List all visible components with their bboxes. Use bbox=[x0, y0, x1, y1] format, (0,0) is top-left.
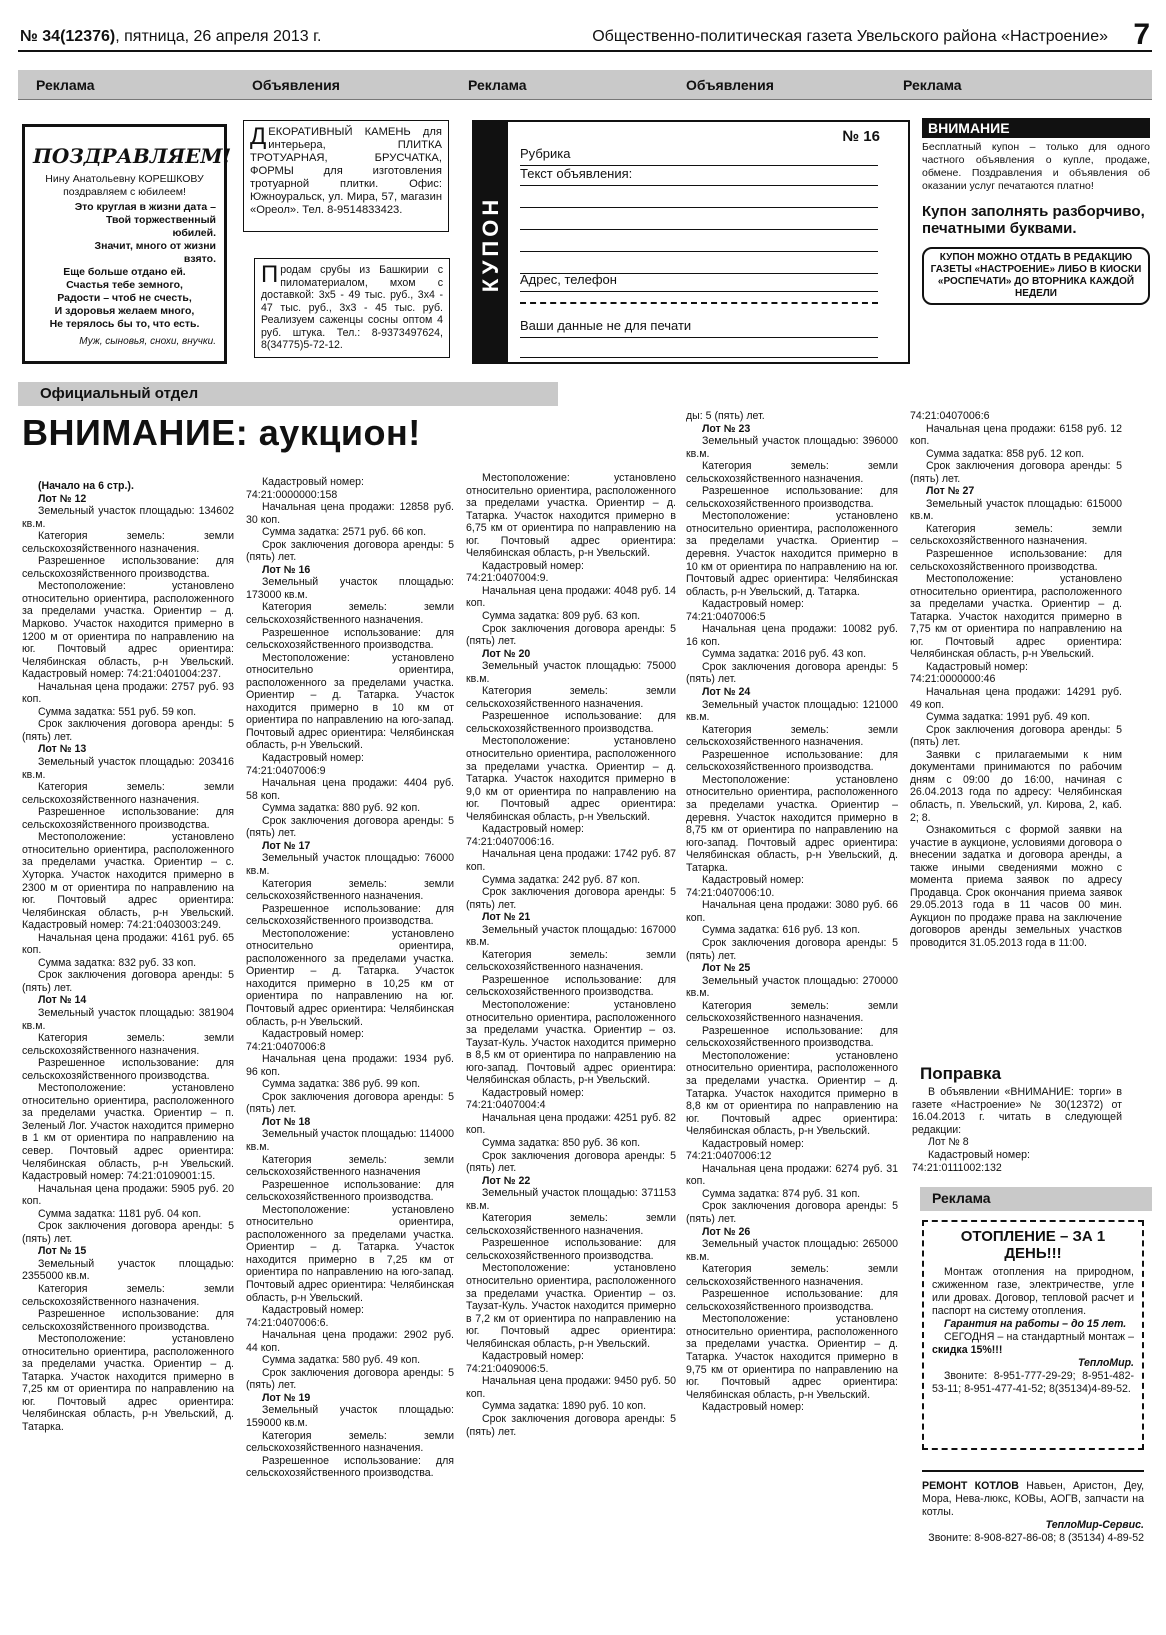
paragraph: Срок заключения договора аренды: 5 (пять) лет. bbox=[686, 936, 898, 962]
paragraph: Категория земель: земли сельскохозяйственного назначения. bbox=[686, 1263, 898, 1288]
paragraph: Кадастровый номер: bbox=[482, 1086, 584, 1099]
rubric-label: Объявления bbox=[252, 77, 340, 93]
paragraph: Начальная цена продажи: 14291 руб. 49 коп. bbox=[910, 686, 1122, 711]
heating-text: Монтаж отопления на природном, сжиженном газе, электричестве, угле или дровах. Договор, тепловой расчет и паспорт на систему отопления. bbox=[932, 1266, 1134, 1317]
paragraph: Категория земель: земли сельскохозяйственного назначения. bbox=[466, 948, 676, 974]
lot-heading: Лот № 27 bbox=[926, 485, 975, 498]
heating-guarantee: Гарантия на работы – до 15 лет. bbox=[944, 1318, 1127, 1330]
paragraph: Сумма задатка: 832 руб. 33 коп. bbox=[38, 956, 197, 969]
heating-discount: скидка 15%!!! bbox=[932, 1344, 1003, 1356]
cadastral-number: 74:21:0407004:4 bbox=[466, 1099, 546, 1112]
paragraph: Разрешенное использование: для сельскохозяйственного производства. bbox=[22, 1057, 234, 1082]
cadastral-number: 74:21:0407006:6 bbox=[910, 410, 990, 422]
cadastral-number: 74:21:0407006:8 bbox=[246, 1040, 326, 1053]
paragraph: Срок заключения договора аренды: 5 (пять) лет. bbox=[466, 622, 676, 648]
paragraph: Сумма задатка: 880 руб. 92 коп. bbox=[262, 802, 421, 815]
paragraph: Срок заключения договора аренды: 5 (пять) лет. bbox=[466, 886, 676, 911]
congrats-heading: ПОЗДРАВЛЯЕМ! bbox=[33, 144, 232, 168]
paragraph: Сумма задатка: 2016 руб. 43 коп. bbox=[702, 648, 867, 661]
poem-line: Не терялось бы то, что есть. bbox=[49, 318, 200, 330]
rubric-label: Реклама bbox=[903, 77, 962, 93]
cadastral-number: 74:21:0407006:5 bbox=[686, 610, 766, 623]
paragraph: Разрешенное использование: для сельскохозяйственного производства. bbox=[246, 1454, 454, 1480]
paragraph: Категория земель: земли сельскохозяйственного назначения. bbox=[466, 685, 676, 710]
paragraph: Местоположение: установлено относительно ориентира, расположенного за пределами участка. Ориентир – д. Татарка. Участок находится примерно в 9,75 км от ориентира по направлению на юг. Почтовый адрес ориентира: Челябинская область, р-н Увельский. bbox=[686, 1313, 898, 1401]
paragraph: Местоположение: установлено относительно ориентира, расположенного за пределами участка. Ориентир – д. Татарка. Участок находится примерно в 10,25 км от ориентира по направлению на юг. Почтовый адрес ориентира: Челябинская область, р-н Увельский. bbox=[246, 927, 454, 1028]
poem-line: Радости – чтоб не счесть, bbox=[57, 292, 192, 304]
congratulation-ad bbox=[22, 124, 232, 364]
paragraph: Земельный участок площадью: 76000 кв.м. bbox=[246, 852, 454, 877]
ad-text-line[interactable] bbox=[520, 254, 878, 274]
paragraph: Местоположение: установлено относительно ориентира, расположенного за пределами участка. Ориентир – д. Татарка. Участок находится примерно в 7,25 км от ориентира по направлению на юг. Почтовый адрес ориентира: Челябинская область, р-н Увельский, д. Татарка. bbox=[22, 1333, 234, 1434]
rubric-label: Реклама bbox=[36, 77, 95, 93]
paragraph: Кадастровый номер: bbox=[702, 1137, 804, 1150]
paper-title: Общественно-политическая газета Увельского района «Настроение» bbox=[592, 28, 1108, 45]
paragraph: Разрешенное использование: для сельскохозяйственного производства. bbox=[686, 1024, 898, 1050]
paragraph: Местоположение: установлено относительно ориентира, расположенного за пределами участка. Ориентир – д. Марково. Участок находится примерно в 1200 м от ориентира по направлению на юг. Почтовый адрес ориентира: Челябинская область, р-н Увельский. Кадастровый номер: 74:21:0401004:237. bbox=[22, 580, 234, 681]
paragraph: Разрешенное использование: для сельскохозяйственного производства. bbox=[246, 626, 454, 652]
boiler-details: Навьен, Аристон, Деу, Мора, Нева-люкс, КОВы, АОГВ, запчасти на котлы. bbox=[922, 1480, 1145, 1518]
paragraph: Земельный участок площадью: 134602 кв.м. bbox=[22, 505, 234, 530]
rubric-field[interactable] bbox=[520, 146, 878, 166]
coupon-side-label bbox=[474, 122, 508, 362]
paragraph: Начальная цена продажи: 4161 руб. 65 коп. bbox=[22, 931, 234, 957]
paragraph: Сумма задатка: 580 руб. 49 коп. bbox=[262, 1354, 421, 1367]
paragraph: Разрешенное использование: для сельскохозяйственного производства. bbox=[686, 485, 898, 510]
paragraph: Разрешенное использование: для сельскохозяйственного производства. bbox=[22, 555, 234, 580]
poem-line: взято. bbox=[183, 253, 216, 265]
section-title: Официальный отдел bbox=[40, 385, 199, 402]
paragraph: Земельный участок площадью: 396000 кв.м. bbox=[686, 435, 898, 460]
congrats-poem bbox=[33, 201, 216, 266]
lot-heading: Лот № 14 bbox=[38, 994, 87, 1007]
cadastral-number: 74:21:0407006:16. bbox=[466, 835, 555, 848]
cut-line bbox=[520, 302, 878, 304]
paragraph: Начальная цена продажи: 10082 руб. 16 коп. bbox=[686, 623, 898, 648]
lot-heading: Лот № 13 bbox=[38, 743, 87, 756]
paragraph: Местоположение: установлено относительно ориентира, расположенного за пределами участка. Ориентир – оз. Таузат-Куль. Участок находится примерно в 7,2 км от ориентира по направлению на юг. Почтовый адрес ориентира: Челябинская область, р-н Увельский. bbox=[466, 1262, 676, 1350]
paragraph: Разрешенное использование: для сельскохозяйственного производства. bbox=[22, 806, 234, 831]
poem-line: И здоровья желаем много, bbox=[54, 305, 195, 317]
paragraph: Начальная цена продажи: 4251 руб. 82 коп. bbox=[466, 1111, 676, 1137]
paragraph: Категория земель: земли сельскохозяйственного назначения. bbox=[22, 530, 234, 555]
paragraph: Местоположение: установлено относительно ориентира, расположенного за пределами участка. Ориентир – д. Татарка. Участок находится примерно в 10 км от ориентира по направлению на юго-запад. Почтовый адрес ориентира: Челябинская область, р-н Увельский. bbox=[246, 651, 454, 752]
correction-block bbox=[912, 1086, 1122, 1174]
lot-heading: Лот № 22 bbox=[482, 1174, 531, 1187]
paragraph: Срок заключения договора аренды: 5 (пять) лет. bbox=[466, 1149, 676, 1175]
paragraph: Категория земель: земли сельскохозяйственного назначения. bbox=[686, 723, 898, 749]
lot-heading: Лот № 19 bbox=[262, 1391, 311, 1404]
paragraph: Земельный участок площадью: 173000 кв.м. bbox=[246, 576, 454, 601]
page-number: 7 bbox=[1133, 18, 1150, 51]
paragraph: Кадастровый номер: bbox=[702, 874, 804, 887]
poem-line: юбилей. bbox=[172, 227, 216, 239]
paragraph: Местоположение: установлено относительно ориентира, расположенного за пределами участка. Ориентир – д. Татарка. Участок находится примерно в 7,75 км от ориентира по направлению на юг. Почтовый адрес ориентира: Челябинская область, р-н Увельский. bbox=[910, 573, 1122, 661]
paragraph: Разрешенное использование: для сельскохозяйственного производства. bbox=[246, 902, 454, 928]
boiler-lead: РЕМОНТ КОТЛОВ bbox=[922, 1480, 1019, 1492]
text-column bbox=[910, 410, 1122, 1160]
correction-lot: Лот № 8 bbox=[928, 1136, 969, 1149]
rubric-label: Реклама bbox=[468, 77, 527, 93]
lot-heading: Лот № 24 bbox=[702, 686, 751, 699]
paragraph: Земельный участок площадью: 381904 кв.м. bbox=[22, 1006, 234, 1032]
stone-ad-text: ЕКОРАТИВНЫЙ КАМЕНЬ для интерьера, ПЛИТКА ТРОТУАРНАЯ, БРУСЧАТКА, ФОРМЫ для изготовления тротуарной плитки. Офис: Южноуральск, ул. Мира, 57, магазин «Ореол». Тел. 8-9514833423. bbox=[250, 126, 442, 216]
paragraph: Категория земель: земли сельскохозяйственного назначения. bbox=[246, 1429, 454, 1455]
ad-text-field-label: Текст объявления: bbox=[520, 166, 633, 181]
cadastral-number: ды: 5 (пять) лет. bbox=[686, 410, 765, 422]
paragraph: Земельный участок площадью: 114000 кв.м. bbox=[246, 1128, 454, 1153]
lot-heading: Лот № 17 bbox=[262, 839, 311, 852]
paragraph: Начальная цена продажи: 5905 руб. 20 коп. bbox=[22, 1182, 234, 1208]
paragraph: Сумма задатка: 1991 руб. 49 коп. bbox=[926, 711, 1091, 724]
drop-cap: Д bbox=[250, 123, 267, 150]
paragraph: Ознакомиться с формой заявки на участие в аукционе, условиями договора о внесении задатка и договора аренды, а также иными сведениями можно с момента приема заявок по адресу Продавца. Срок окончания приема заявок 29.05.2013 года в 11 часов 00 мин. Аукцион по продаже права на заключение договоров аренды земельных участков проводится 31.05.2013 года в 11:00. bbox=[910, 824, 1122, 949]
paragraph: Сумма задатка: 551 руб. 59 коп. bbox=[38, 705, 197, 718]
paragraph: Заявки с прилагаемыми к ним документами принимаются по рабочим дням с 09:00 до 16:00, начиная с 26.04.2013 года по адресу: Челябинская область, п. Увельский, ул. Кирова, 2, каб. 2; 8. bbox=[910, 748, 1122, 824]
lot-heading: (Начало на 6 стр.). bbox=[38, 480, 134, 492]
private-data-label: Ваши данные не для печати bbox=[520, 318, 692, 333]
ad-section-bar bbox=[920, 1187, 1152, 1211]
ad-section-title: Реклама bbox=[932, 1190, 991, 1206]
cadastral-number: 74:21:0407004:9. bbox=[466, 572, 549, 585]
congrats-poem-2 bbox=[33, 266, 216, 331]
paragraph: Срок заключения договора аренды: 5 (пять) лет. bbox=[246, 538, 454, 564]
issue-date: , пятница, 26 апреля 2013 г. bbox=[115, 28, 322, 45]
paragraph: Срок заключения договора аренды: 5 (пять) лет. bbox=[910, 460, 1122, 485]
paragraph: Срок заключения договора аренды: 5 (пять) лет. bbox=[22, 969, 234, 994]
paragraph: Разрешенное использование: для сельскохозяйственного производства. bbox=[686, 1288, 898, 1313]
private-data-field[interactable] bbox=[520, 318, 878, 338]
cadastral-number: 74:21:0000000:46 bbox=[910, 673, 996, 686]
coupon-notice bbox=[922, 118, 1150, 364]
cadastral-number: 74:21:0407006:9 bbox=[246, 764, 326, 777]
poem-line: Счастья тебе земного, bbox=[66, 279, 183, 291]
boiler-text bbox=[922, 1480, 1144, 1519]
paragraph: Земельный участок площадью: 615000 кв.м. bbox=[910, 497, 1122, 523]
paragraph: Земельный участок площадью: 121000 кв.м. bbox=[686, 698, 898, 724]
issue-info bbox=[20, 28, 321, 46]
lot-heading: Лот № 15 bbox=[38, 1245, 87, 1258]
paragraph: Категория земель: земли сельскохозяйственного назначения. bbox=[246, 601, 454, 627]
paragraph: Сумма задатка: 874 руб. 31 коп. bbox=[702, 1187, 861, 1200]
paragraph: Начальная цена продажи: 6158 руб. 12 коп. bbox=[910, 422, 1122, 448]
address-field[interactable] bbox=[520, 272, 878, 292]
paragraph: Кадастровый номер: bbox=[262, 1028, 364, 1041]
rubric-field-label: Рубрика bbox=[520, 146, 571, 161]
paragraph: Сумма задатка: 858 руб. 12 коп. bbox=[926, 447, 1085, 460]
paragraph: Категория земель: земли сельскохозяйственного назначения. bbox=[22, 1283, 234, 1308]
paragraph: Сумма задатка: 850 руб. 36 коп. bbox=[482, 1136, 641, 1149]
log-cabins-ad-text: родам срубы из Башкирии с пиломатериалом, мхом с доставкой: 3х5 - 49 тыс. руб., 3х4 - 47 тыс. руб., 3х3 - 45 тыс. руб. Реализуем саженцы сосны оптом 4 руб. штука. Тел.: 8-9373497624, 8(34775)5-72-12. bbox=[261, 264, 443, 351]
paragraph: Категория земель: земли сельскохозяйственного назначения. bbox=[686, 460, 898, 485]
paragraph: Разрешенное использование: для сельскохозяйственного производства. bbox=[466, 710, 676, 735]
paragraph: Сумма задатка: 1890 руб. 10 коп. bbox=[482, 1400, 647, 1413]
lot-heading: Лот № 25 bbox=[702, 962, 751, 975]
paragraph: Кадастровый номер: bbox=[262, 752, 364, 765]
lot-heading: Лот № 26 bbox=[702, 1225, 751, 1238]
congrats-intro: Нину Анатольевну КОРЕШКОВУ поздравляем с юбилеем! bbox=[45, 173, 204, 198]
paragraph: Срок заключения договора аренды: 5 (пять) лет. bbox=[466, 1413, 676, 1438]
paragraph: Разрешенное использование: для сельскохозяйственного производства. bbox=[466, 1237, 676, 1262]
paragraph: Начальная цена продажи: 1934 руб. 96 коп. bbox=[246, 1053, 454, 1078]
paragraph: Начальная цена продажи: 12858 руб. 30 коп. bbox=[246, 501, 454, 526]
correction-text: В объявлении «ВНИМАНИЕ: торги» в газете «Настроение» № 30(12372) от 16.04.2013 г. читать в следующей редакции: bbox=[912, 1086, 1122, 1136]
boiler-brand: ТеплоМир-Сервис. bbox=[1045, 1519, 1144, 1531]
heating-phones: Звоните: 8-951-777-29-29; 8-951-482-53-11; 8-951-477-41-52; 8(35134)4-89-52. bbox=[932, 1370, 1134, 1395]
paragraph: Начальная цена продажи: 2902 руб. 44 коп. bbox=[246, 1329, 454, 1354]
paragraph: Кадастровый номер: bbox=[702, 1401, 804, 1414]
text-column bbox=[686, 410, 898, 1610]
cadastral-number: 74:21:0407006:12 bbox=[686, 1150, 772, 1163]
coupon-form bbox=[472, 120, 910, 364]
paragraph: Местоположение: установлено относительно ориентира, расположенного за пределами участка. Ориентир – п. Зеленый Лог. Участок находится примерно в 1 км от ориентира по направлению на север. Почтовый адрес ориентира: Челябинская область, р-н Увельский. Кадастровый номер: 74:21:0109001:15. bbox=[22, 1082, 234, 1183]
paragraph: Разрешенное использование: для сельскохозяйственного производства. bbox=[910, 548, 1122, 573]
congrats-signature: Муж, сыновья, снохи, внучки. bbox=[79, 336, 216, 347]
poem-line: Значит, много от жизни bbox=[94, 240, 216, 252]
headline: ВНИМАНИЕ: аукцион! bbox=[22, 412, 421, 453]
ad-text-field[interactable] bbox=[520, 166, 878, 186]
lot-heading: Лот № 21 bbox=[482, 911, 531, 924]
cadastral-number: 74:21:0407006:6. bbox=[246, 1316, 329, 1329]
lot-heading: Лот № 18 bbox=[262, 1115, 311, 1128]
paragraph: Земельный участок площадью: 75000 кв.м. bbox=[466, 660, 676, 685]
paragraph: Кадастровый номер: bbox=[482, 559, 584, 572]
paragraph: Срок заключения договора аренды: 5 (пять) лет. bbox=[246, 1366, 454, 1392]
paragraph: Местоположение: установлено относительно ориентира, расположенного за пределами участка. Ориентир – д. Татарка. Участок находится примерно в 8,8 км от ориентира по направлению на юг. Почтовый адрес ориентира: Челябинская область, р-н Увельский. bbox=[686, 1049, 898, 1138]
log-cabins-ad bbox=[254, 258, 450, 358]
paragraph: Кадастровый номер: bbox=[482, 1350, 584, 1363]
paragraph: Сумма задатка: 616 руб. 13 коп. bbox=[702, 924, 861, 937]
correction-cad-value: 74:21:0111002:132 bbox=[912, 1161, 1002, 1174]
paragraph: Местоположение: установлено относительно ориентира, расположенного за пределами участка. Ориентир – д. Татарка. Участок находится примерно в 7,25 км от ориентира по направлению на юго-запад. Почтовый адрес ориентира: Челябинская область, р-н Увельский. bbox=[246, 1203, 454, 1304]
paragraph: Начальная цена продажи: 2757 руб. 93 коп. bbox=[22, 680, 234, 706]
private-data-line[interactable] bbox=[520, 338, 878, 358]
paragraph: Категория земель: земли сельскохозяйственного назначения. bbox=[686, 999, 898, 1025]
paragraph: Земельный участок площадью: 159000 кв.м. bbox=[246, 1404, 454, 1430]
correction-heading: Поправка bbox=[920, 1064, 1002, 1083]
paragraph: Разрешенное использование: для сельскохозяйственного производства. bbox=[466, 973, 676, 999]
paragraph: Срок заключения договора аренды: 5 (пять) лет. bbox=[686, 1200, 898, 1225]
paragraph: Категория земель: земли сельскохозяйственного назначения. bbox=[22, 1032, 234, 1057]
heating-offer bbox=[932, 1331, 1134, 1357]
paragraph: Категория земель: земли сельскохозяйственного назначения bbox=[246, 1153, 454, 1179]
heating-offer-text: СЕГОДНЯ – на стандартный монтаж – bbox=[944, 1331, 1134, 1343]
paragraph: Местоположение: установлено относительно ориентира, расположенного за пределами участка. Ориентир – д. Татарка. Участок находится примерно в 6,75 км от ориентира по направлению на юг. Почтовый адрес ориентира: Челябинская область, р-н Увельский. bbox=[466, 472, 676, 560]
paragraph: Срок заключения договора аренды: 5 (пять) лет. bbox=[22, 718, 234, 743]
section-bar bbox=[18, 382, 558, 406]
paragraph: Сумма задатка: 242 руб. 87 коп. bbox=[482, 873, 641, 886]
paragraph: Земельный участок площадью: 167000 кв.м. bbox=[466, 923, 676, 949]
issue-number: № 34(12376) bbox=[20, 28, 116, 45]
address-field-label: Адрес, телефон bbox=[520, 272, 617, 287]
poem-line: Твой торжественный bbox=[105, 214, 216, 226]
lot-heading: Лот № 23 bbox=[702, 422, 751, 435]
paragraph: Категория земель: земли сельскохозяйственного назначения. bbox=[910, 522, 1122, 548]
paragraph: Разрешенное использование: для сельскохозяйственного производства. bbox=[22, 1308, 234, 1333]
lot-heading: Лот № 20 bbox=[482, 647, 531, 660]
paragraph: Кадастровый номер: bbox=[926, 660, 1028, 673]
heating-heading: ОТОПЛЕНИЕ – ЗА 1 ДЕНЬ!!! bbox=[960, 1228, 1106, 1262]
paragraph: Начальная цена продажи: 4404 руб. 58 коп. bbox=[246, 777, 454, 802]
lot-heading: Лот № 12 bbox=[38, 492, 87, 505]
stone-ad bbox=[243, 120, 449, 232]
paragraph: Срок заключения договора аренды: 5 (пять) лет. bbox=[686, 660, 898, 686]
paragraph: Начальная цена продажи: 3080 руб. 66 коп. bbox=[686, 899, 898, 924]
paragraph: Сумма задатка: 386 руб. 99 коп. bbox=[262, 1078, 421, 1091]
paragraph: Местоположение: установлено относительно ориентира, расположенного за пределами участка. Ориентир – деревня. Участок находится примерно в 10 км от ориентира по направлению на юг. Почтовый адрес ориентира: Челябинская область, р-н Увельский, д. Татарка. bbox=[686, 510, 898, 598]
paragraph: Начальная цена продажи: 1742 руб. 87 коп. bbox=[466, 848, 676, 873]
poem-line: Это круглая в жизни дата – bbox=[74, 201, 216, 213]
boiler-phones: Звоните: 8-908-827-86-08; 8 (35134) 4-89-52 bbox=[928, 1532, 1144, 1544]
ad-text-line[interactable] bbox=[520, 188, 878, 208]
paragraph: Начальная цена продажи: 6274 руб. 31 коп. bbox=[686, 1162, 898, 1188]
cadastral-number: 74:21:0409006:5. bbox=[466, 1362, 549, 1375]
coupon-number: № 16 bbox=[842, 128, 880, 145]
coupon-label: КУПОН bbox=[478, 195, 503, 293]
paragraph: Земельный участок площадью: 371153 кв.м. bbox=[466, 1187, 676, 1212]
notice-heading: ВНИМАНИЕ bbox=[922, 118, 1150, 138]
correction-cad-label: Кадастровый номер: bbox=[928, 1148, 1030, 1161]
heating-brand: ТеплоМир. bbox=[1077, 1357, 1134, 1369]
paragraph: Местоположение: установлено относительно ориентира, расположенного за пределами участка. Ориентир – деревня. Участок находится примерно в 8,75 км от ориентира по направлению на юго-запад. Почтовый адрес ориентира: Челябинская область, р-н Увельский, д. Татарка. bbox=[686, 773, 898, 874]
paragraph: Срок заключения договора аренды: 5 (пять) лет. bbox=[246, 814, 454, 840]
paragraph: Сумма задатка: 809 руб. 63 коп. bbox=[482, 610, 641, 623]
paragraph: Местоположение: установлено относительно ориентира, расположенного за пределами участка. Ориентир – оз. Таузат-Куль. Участок находится примерно в 8,5 км от ориентира по направлению на юго-запад. Почтовый адрес ориентира: Челябинская область, р-н Увельский. bbox=[466, 998, 676, 1087]
drop-cap: П bbox=[261, 261, 279, 288]
paragraph: Категория земель: земли сельскохозяйственного назначения. bbox=[246, 877, 454, 903]
paragraph: Земельный участок площадью: 203416 кв.м. bbox=[22, 756, 234, 781]
notice-fill-instruction: Купон заполнять разборчиво, печатными буквами. bbox=[922, 203, 1145, 237]
paragraph: Кадастровый номер: bbox=[262, 476, 364, 488]
paragraph: Кадастровый номер: bbox=[262, 1304, 364, 1317]
paragraph: Срок заключения договора аренды: 5 (пять) лет. bbox=[910, 723, 1122, 749]
cadastral-number: 74:21:0407006:10. bbox=[686, 886, 775, 899]
paragraph: Категория земель: земли сельскохозяйственного назначения. bbox=[466, 1212, 676, 1237]
paragraph: Земельный участок площадью: 270000 кв.м. bbox=[686, 974, 898, 1000]
poem-line: Еще больше отдано ей. bbox=[63, 266, 186, 278]
text-column bbox=[466, 472, 676, 1610]
notice-text: Бесплатный купон – только для одного частного объявления о купле, продаже, обмене. Поздравления и объявления об оказании услуг печатаются платно! bbox=[922, 141, 1150, 192]
text-column bbox=[22, 480, 234, 1610]
paragraph: Разрешенное использование: для сельскохозяйственного производства. bbox=[686, 748, 898, 774]
ad-text-line[interactable] bbox=[520, 232, 878, 252]
paragraph: Начальная цена продажи: 9450 руб. 50 коп. bbox=[466, 1375, 676, 1400]
paragraph: Сумма задатка: 2571 руб. 66 коп. bbox=[262, 526, 427, 539]
paragraph: Начальная цена продажи: 4048 руб. 14 коп. bbox=[466, 584, 676, 610]
paragraph: Земельный участок площадью: 265000 кв.м. bbox=[686, 1238, 898, 1263]
paragraph: Местоположение: установлено относительно ориентира, расположенного за пределами участка. Ориентир – с. Хуторка. Участок находится примерно в 2300 м от ориентира по направлению на юг. Почтовый адрес ориентира: Челябинская область, р-н Увельский. Кадастровый номер: 74:21:0403003:249. bbox=[22, 831, 234, 932]
paragraph: Кадастровый номер: bbox=[702, 598, 804, 611]
paragraph: Категория земель: земли сельскохозяйственного назначения. bbox=[22, 781, 234, 806]
paragraph: Разрешенное использование: для сельскохозяйственного производства. bbox=[246, 1178, 454, 1204]
rubric-bar bbox=[18, 70, 1152, 100]
paragraph: Срок заключения договора аренды: 5 (пять) лет. bbox=[22, 1220, 234, 1245]
rubric-label: Объявления bbox=[686, 77, 774, 93]
masthead bbox=[18, 18, 1152, 52]
text-column bbox=[246, 476, 454, 1610]
ad-text-line[interactable] bbox=[520, 210, 878, 230]
heating-ad bbox=[922, 1220, 1144, 1450]
paragraph: Местоположение: установлено относительно ориентира, расположенного за пределами участка. Ориентир – д. Татарка. Участок находится примерно в 9,0 км от ориентира по направлению на юг. Почтовый адрес ориентира: Челябинская область, р-н Увельский. bbox=[466, 735, 676, 823]
notice-delivery-box: КУПОН МОЖНО ОТДАТЬ В РЕДАКЦИЮ ГАЗЕТЫ «НАСТРОЕНИЕ» ЛИБО В КИОСКИ «РОСПЕЧАТИ» ДО ВТОРНИКА КАЖДОЙ НЕДЕЛИ bbox=[922, 247, 1150, 305]
paragraph: Срок заключения договора аренды: 5 (пять) лет. bbox=[246, 1090, 454, 1116]
paragraph: Сумма задатка: 1181 руб. 04 коп. bbox=[38, 1207, 202, 1220]
lot-heading: Лот № 16 bbox=[262, 563, 311, 576]
paragraph: Кадастровый номер: bbox=[482, 823, 584, 836]
boiler-repair-ad bbox=[922, 1470, 1144, 1545]
cadastral-number: 74:21:0000000:158 bbox=[246, 488, 338, 501]
paragraph: Земельный участок площадью: 2355000 кв.м. bbox=[22, 1257, 234, 1283]
